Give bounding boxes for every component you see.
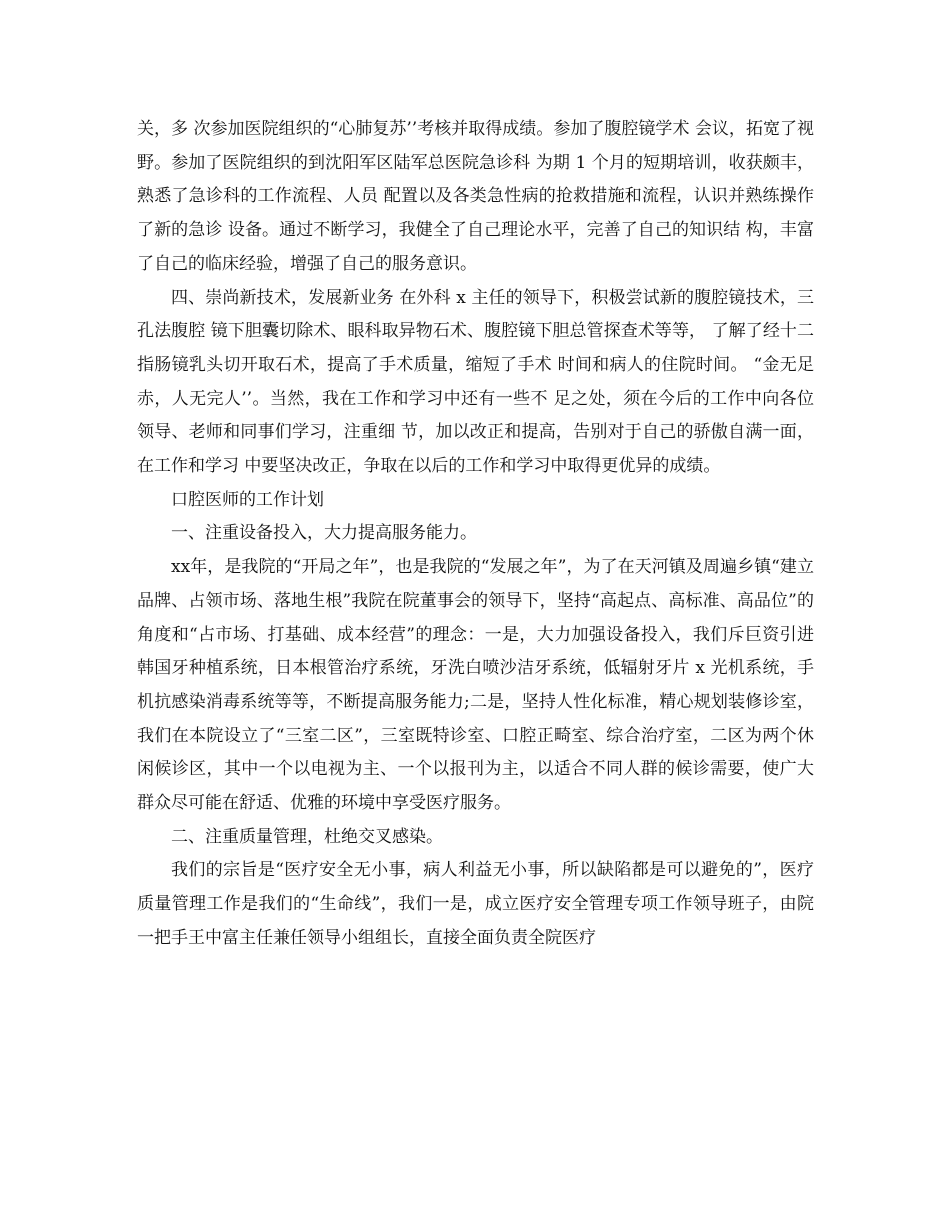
paragraph-new-technology: 四、崇尚新技术，发展新业务 在外科 x 主任的领导下，积极尝试新的腹腔镜技术，三孔法腹腔 镜下胆囊切除术、眼科取异物石术、腹腔镜下胆总管探查术等等， 了解了经十二指肠镜乳头切开取石术，提高了手术质量，缩短了手术 时间和病人的住院时间。 “金无足赤，人无完人’’。当然，我在工作和学习中还有一些不 足之处，须在今后的工作中向各位领导、老师和同事们学习，注重细 节，加以改正和提高，告别对于自己的骄傲自满一面，在工作和学习 中要坚决改正，争取在以后的工作和学习中取得更优异的成绩。 bbox=[137, 287, 814, 477]
paragraph-equipment-investment: xx年，是我院的“开局之年”，也是我院的“发展之年”，为了在天河镇及周遍乡镇“建立品牌、占领市场、落地生根”我院在院董事会的领导下，坚持“高起点、高标准、高品位”的角度和“占市场、打基础、成本经营”的理念：一是，大力加强设备投入，我们斥巨资引进韩国牙种植系统，日本根管治疗系统，牙洗白喷沙洁牙系统，低辐射牙片 x 光机系统，手机抗感染消毒系统等等，不断提高服务能力;二是，坚持人性化标准，精心规划装修诊室，我们在本院设立了“三室二区”，三室既特诊室、口腔正畸室、综合治疗室，二区为两个休闲候诊区，其中一个以电视为主、一个以报刊为主，以适合不同人群的候诊需要，使广大群众尽可能在舒适、优雅的环境中享受医疗服务。 bbox=[137, 557, 814, 814]
paragraph-quality-management: 我们的宗旨是“医疗安全无小事，病人利益无小事，所以缺陷都是可以避免的”，医疗质量管理工作是我们的“生命线”，我们一是，成立医疗安全管理专项工作领导班子，由院一把手王中富主任兼任领导小组组长，直接全面负责全院医疗 bbox=[137, 860, 814, 948]
section-title-work-plan: 口腔医师的工作计划 bbox=[171, 489, 324, 510]
heading-quality-management: 二、注重质量管理，杜绝交叉感染。 bbox=[171, 826, 443, 847]
paragraph-continuation: 关，多 次参加医院组织的“心肺复苏’’考核并取得成绩。参加了腹腔镜学术 会议，拓宽了视野。参加了医院组织的到沈阳军区陆军总医院急诊科 为期 1 个月的短期培训，收获颇丰，熟悉了急诊科的工作流程、人员 配置以及各类急性病的抢救措施和流程，认识并熟练操作了新的急诊 设备。通过不断学习，我健全了自己理论水平，完善了自己的知识结 构，丰富了自己的临床经验，增强了自己的服务意识。 bbox=[137, 119, 814, 274]
document-page bbox=[137, 113, 814, 956]
heading-equipment-investment: 一、注重设备投入，大力提高服务能力。 bbox=[171, 523, 477, 544]
